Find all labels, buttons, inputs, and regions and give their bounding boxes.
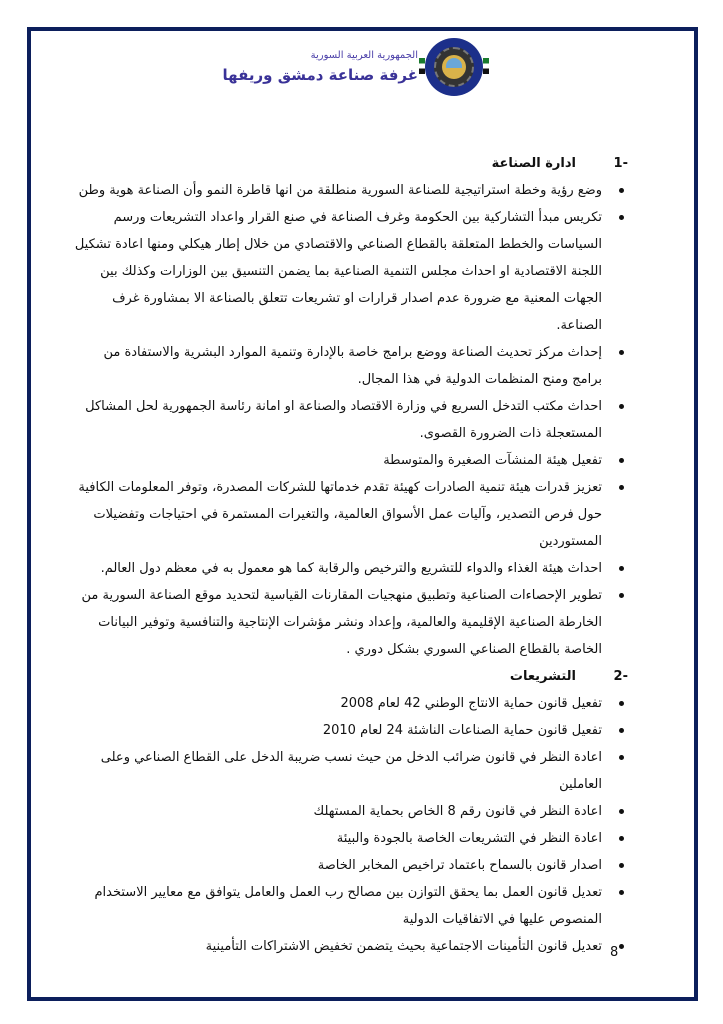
list-item: اصدار قانون بالسماح باعتماد تراخيص المخابر الخاصة bbox=[70, 852, 602, 879]
header-subtitle: الجمهورية العربية السورية bbox=[310, 50, 418, 61]
section-title: ادارة الصناعة bbox=[491, 156, 576, 171]
flag-right bbox=[483, 58, 489, 74]
section-number: -1 bbox=[613, 156, 628, 171]
header-title: غرفة صناعة دمشق وريفها bbox=[222, 66, 418, 84]
list-item: تطوير الإحصاءات الصناعية وتطبيق منهجيات المقارنات القياسية لتحديد موقع الصناعة السورية من الخارطة الصناعية الإقليمية والعالمية، وإعداد ونشر مؤشرات الإنتاجية والتنافسية وتوفير البيانات الخاصة بالقطاع الصناعي السوري بشكل دوري . bbox=[70, 582, 602, 663]
section-number: -2 bbox=[613, 669, 628, 684]
list-item: احداث مكتب التدخل السريع في وزارة الاقتصاد والصناعة او امانة رئاسة الجمهورية لحل المشاكل المستعجلة ذات الضرورة القصوى. bbox=[70, 393, 602, 447]
section-heading bbox=[70, 150, 628, 177]
section-title: التشريعات bbox=[509, 669, 576, 684]
list-item: اعادة النظر في التشريعات الخاصة بالجودة والبيئة bbox=[70, 825, 602, 852]
list-item: إحداث مركز تحديث الصناعة ووضع برامج خاصة بالإدارة وتنمية الموارد البشرية والاستفادة من برامج ومنح المنظمات الدولية في هذا المجال. bbox=[70, 339, 602, 393]
list-item: تكريس مبدأ التشاركية بين الحكومة وغرف الصناعة في صنع القرار واعداد التشريعات ورسم السياسات والخطط المتعلقة بالقطاع الصناعي والاقتصادي من خلال إطار هيكلي ومنها اعادة تشكيل اللجنة الاقتصادية او احداث مجلس التنمية الصناعية بما يضمن التنسيق بين الوزارات وكذلك بين الجهات المعنية مع ضرورة عدم اصدار قرارات او تشريعات تتعلق بالصناعة الا بمشاورة غرف الصناعة. bbox=[70, 204, 602, 339]
section-list bbox=[70, 177, 630, 663]
page-number: 8 bbox=[610, 945, 619, 960]
section-list bbox=[70, 690, 630, 960]
list-item: تفعيل هيئة المنشآت الصغيرة والمتوسطة bbox=[70, 447, 602, 474]
section-heading bbox=[70, 663, 628, 690]
list-item: تفعيل قانون حماية الانتاج الوطني 42 لعام 2008 bbox=[70, 690, 602, 717]
list-item: اعادة النظر في قانون رقم 8 الخاص بحماية المستهلك bbox=[70, 798, 602, 825]
list-item: تفعيل قانون حماية الصناعات الناشئة 24 لعام 2010 bbox=[70, 717, 602, 744]
document-body bbox=[70, 150, 630, 960]
list-item: اعادة النظر في قانون ضرائب الدخل من حيث نسب ضريبة الدخل على القطاع الصناعي وعلى العاملين bbox=[70, 744, 602, 798]
list-item: تعديل قانون العمل بما يحقق التوازن بين مصالح رب العمل والعامل يتوافق مع معايير الاستخدام المنصوص عليها في الاتفاقيات الدولية bbox=[70, 879, 602, 933]
chamber-logo bbox=[425, 38, 483, 96]
list-item: تعديل قانون التأمينات الاجتماعية بحيث يتضمن تخفيض الاشتراكات التأمينية bbox=[70, 933, 602, 960]
list-item: تعزيز قدرات هيئة تنمية الصادرات كهيئة تقدم خدماتها للشركات المصدرة، وتوفر المعلومات الكافية حول فرص التصدير، وآليات عمل الأسواق العالمية، والتغيرات المستمرة في احتياجات وتفضيلات المستوردين bbox=[70, 474, 602, 555]
list-item: وضع رؤية وخطة استراتيجية للصناعة السورية منطلقة من انها قاطرة النمو وأن الصناعة هوية وطن bbox=[70, 177, 602, 204]
list-item: احداث هيئة الغذاء والدواء للتشريع والترخيص والرقابة كما هو معمول به في معظم دول العالم. bbox=[70, 555, 602, 582]
